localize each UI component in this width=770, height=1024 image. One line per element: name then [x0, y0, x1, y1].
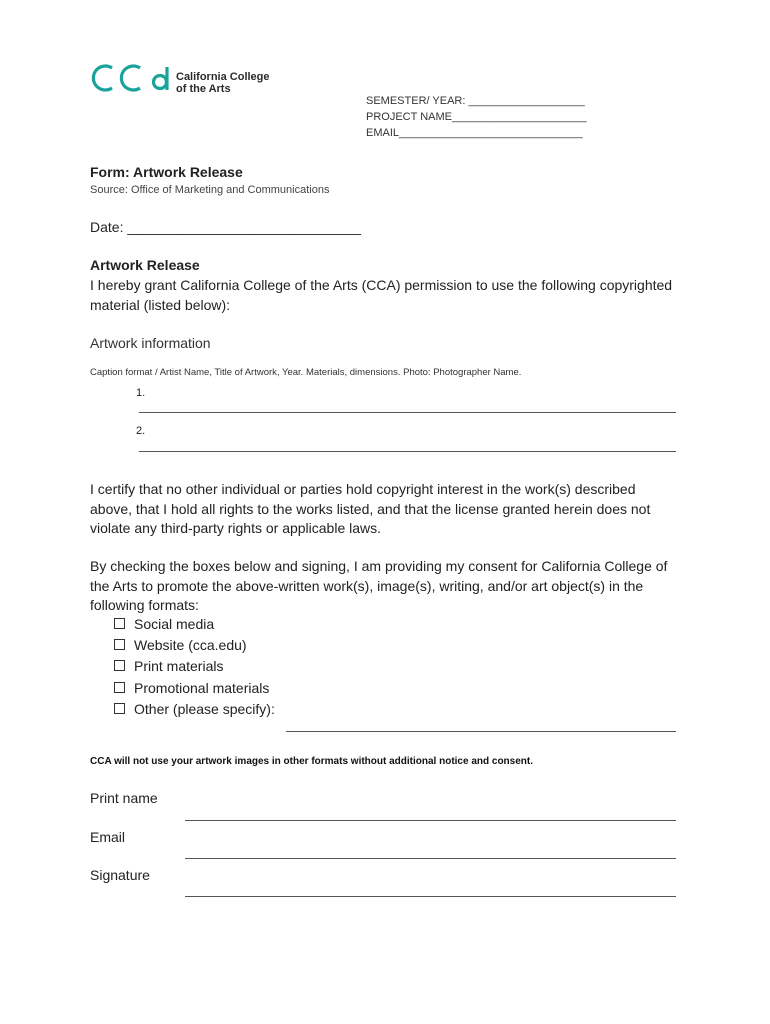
grant-text: I hereby grant California College of the Arts (CCA) permission to use the following copyrighted material (listed below):	[90, 277, 673, 313]
header-fields	[366, 93, 587, 141]
project-name-field[interactable]: PROJECT NAME______________________	[366, 111, 587, 123]
logo-name-line2: of the Arts	[176, 83, 231, 95]
checkbox[interactable]	[114, 618, 125, 629]
logo-name-line1: California College	[176, 71, 270, 83]
format-option-promotional-materials[interactable]	[114, 677, 269, 698]
format-label: Website (cca.edu)	[134, 636, 247, 653]
format-label: Promotional materials	[134, 679, 270, 696]
other-specify-line[interactable]	[286, 731, 676, 732]
cca-logo	[90, 62, 280, 96]
cca-logo-mark-icon	[90, 62, 172, 96]
format-label: Print materials	[134, 657, 224, 674]
format-label: Other (please specify):	[134, 700, 275, 717]
release-title: Artwork Release	[90, 257, 200, 273]
semester-field[interactable]: SEMESTER/ YEAR: ___________________	[366, 95, 585, 107]
artwork-item-number: 2.	[136, 425, 146, 437]
checkbox[interactable]	[114, 703, 125, 714]
consent-text: By checking the boxes below and signing, I am providing my consent for California College of the Arts to promote the above-written work(s), image(s), writing, and/or art object(s) in the following formats:	[90, 558, 668, 613]
caption-format: Caption format / Artist Name, Title of Artwork, Year. Materials, dimensions. Photo: Photographer Name.	[90, 367, 522, 378]
format-option-other[interactable]	[114, 698, 275, 719]
email-header-field[interactable]: EMAIL______________________________	[366, 127, 583, 139]
date-field[interactable]: Date: ______________________________	[90, 219, 361, 235]
consent-notice: CCA will not use your artwork images in other formats without additional notice and consent.	[90, 756, 534, 767]
email-label: Email	[90, 829, 126, 845]
logo-wordmark	[176, 71, 270, 95]
checkbox[interactable]	[114, 660, 125, 671]
artwork-item-1-line[interactable]	[139, 412, 676, 413]
format-option-website[interactable]	[114, 634, 247, 655]
signature-label: Signature	[90, 867, 150, 883]
print-name-line[interactable]	[185, 820, 676, 821]
checkbox[interactable]	[114, 639, 125, 650]
form-title: Form: Artwork Release	[90, 164, 243, 180]
format-option-print-materials[interactable]	[114, 655, 223, 676]
format-option-social-media[interactable]	[114, 613, 214, 634]
artwork-info-heading: Artwork information	[90, 335, 211, 351]
checkbox[interactable]	[114, 682, 125, 693]
signature-line[interactable]	[185, 896, 676, 897]
email-line[interactable]	[185, 858, 676, 859]
format-label: Social media	[134, 615, 215, 632]
artwork-item-2-line[interactable]	[139, 451, 676, 452]
certify-text: I certify that no other individual or parties hold copyright interest in the work(s) described above, that I hold all rights to the works listed, and that the license granted herein does not violate any third-party rights or applicable laws.	[90, 481, 651, 536]
artwork-item-number: 1.	[136, 387, 146, 399]
form-source: Source: Office of Marketing and Communications	[90, 184, 330, 196]
print-name-label: Print name	[90, 790, 158, 806]
